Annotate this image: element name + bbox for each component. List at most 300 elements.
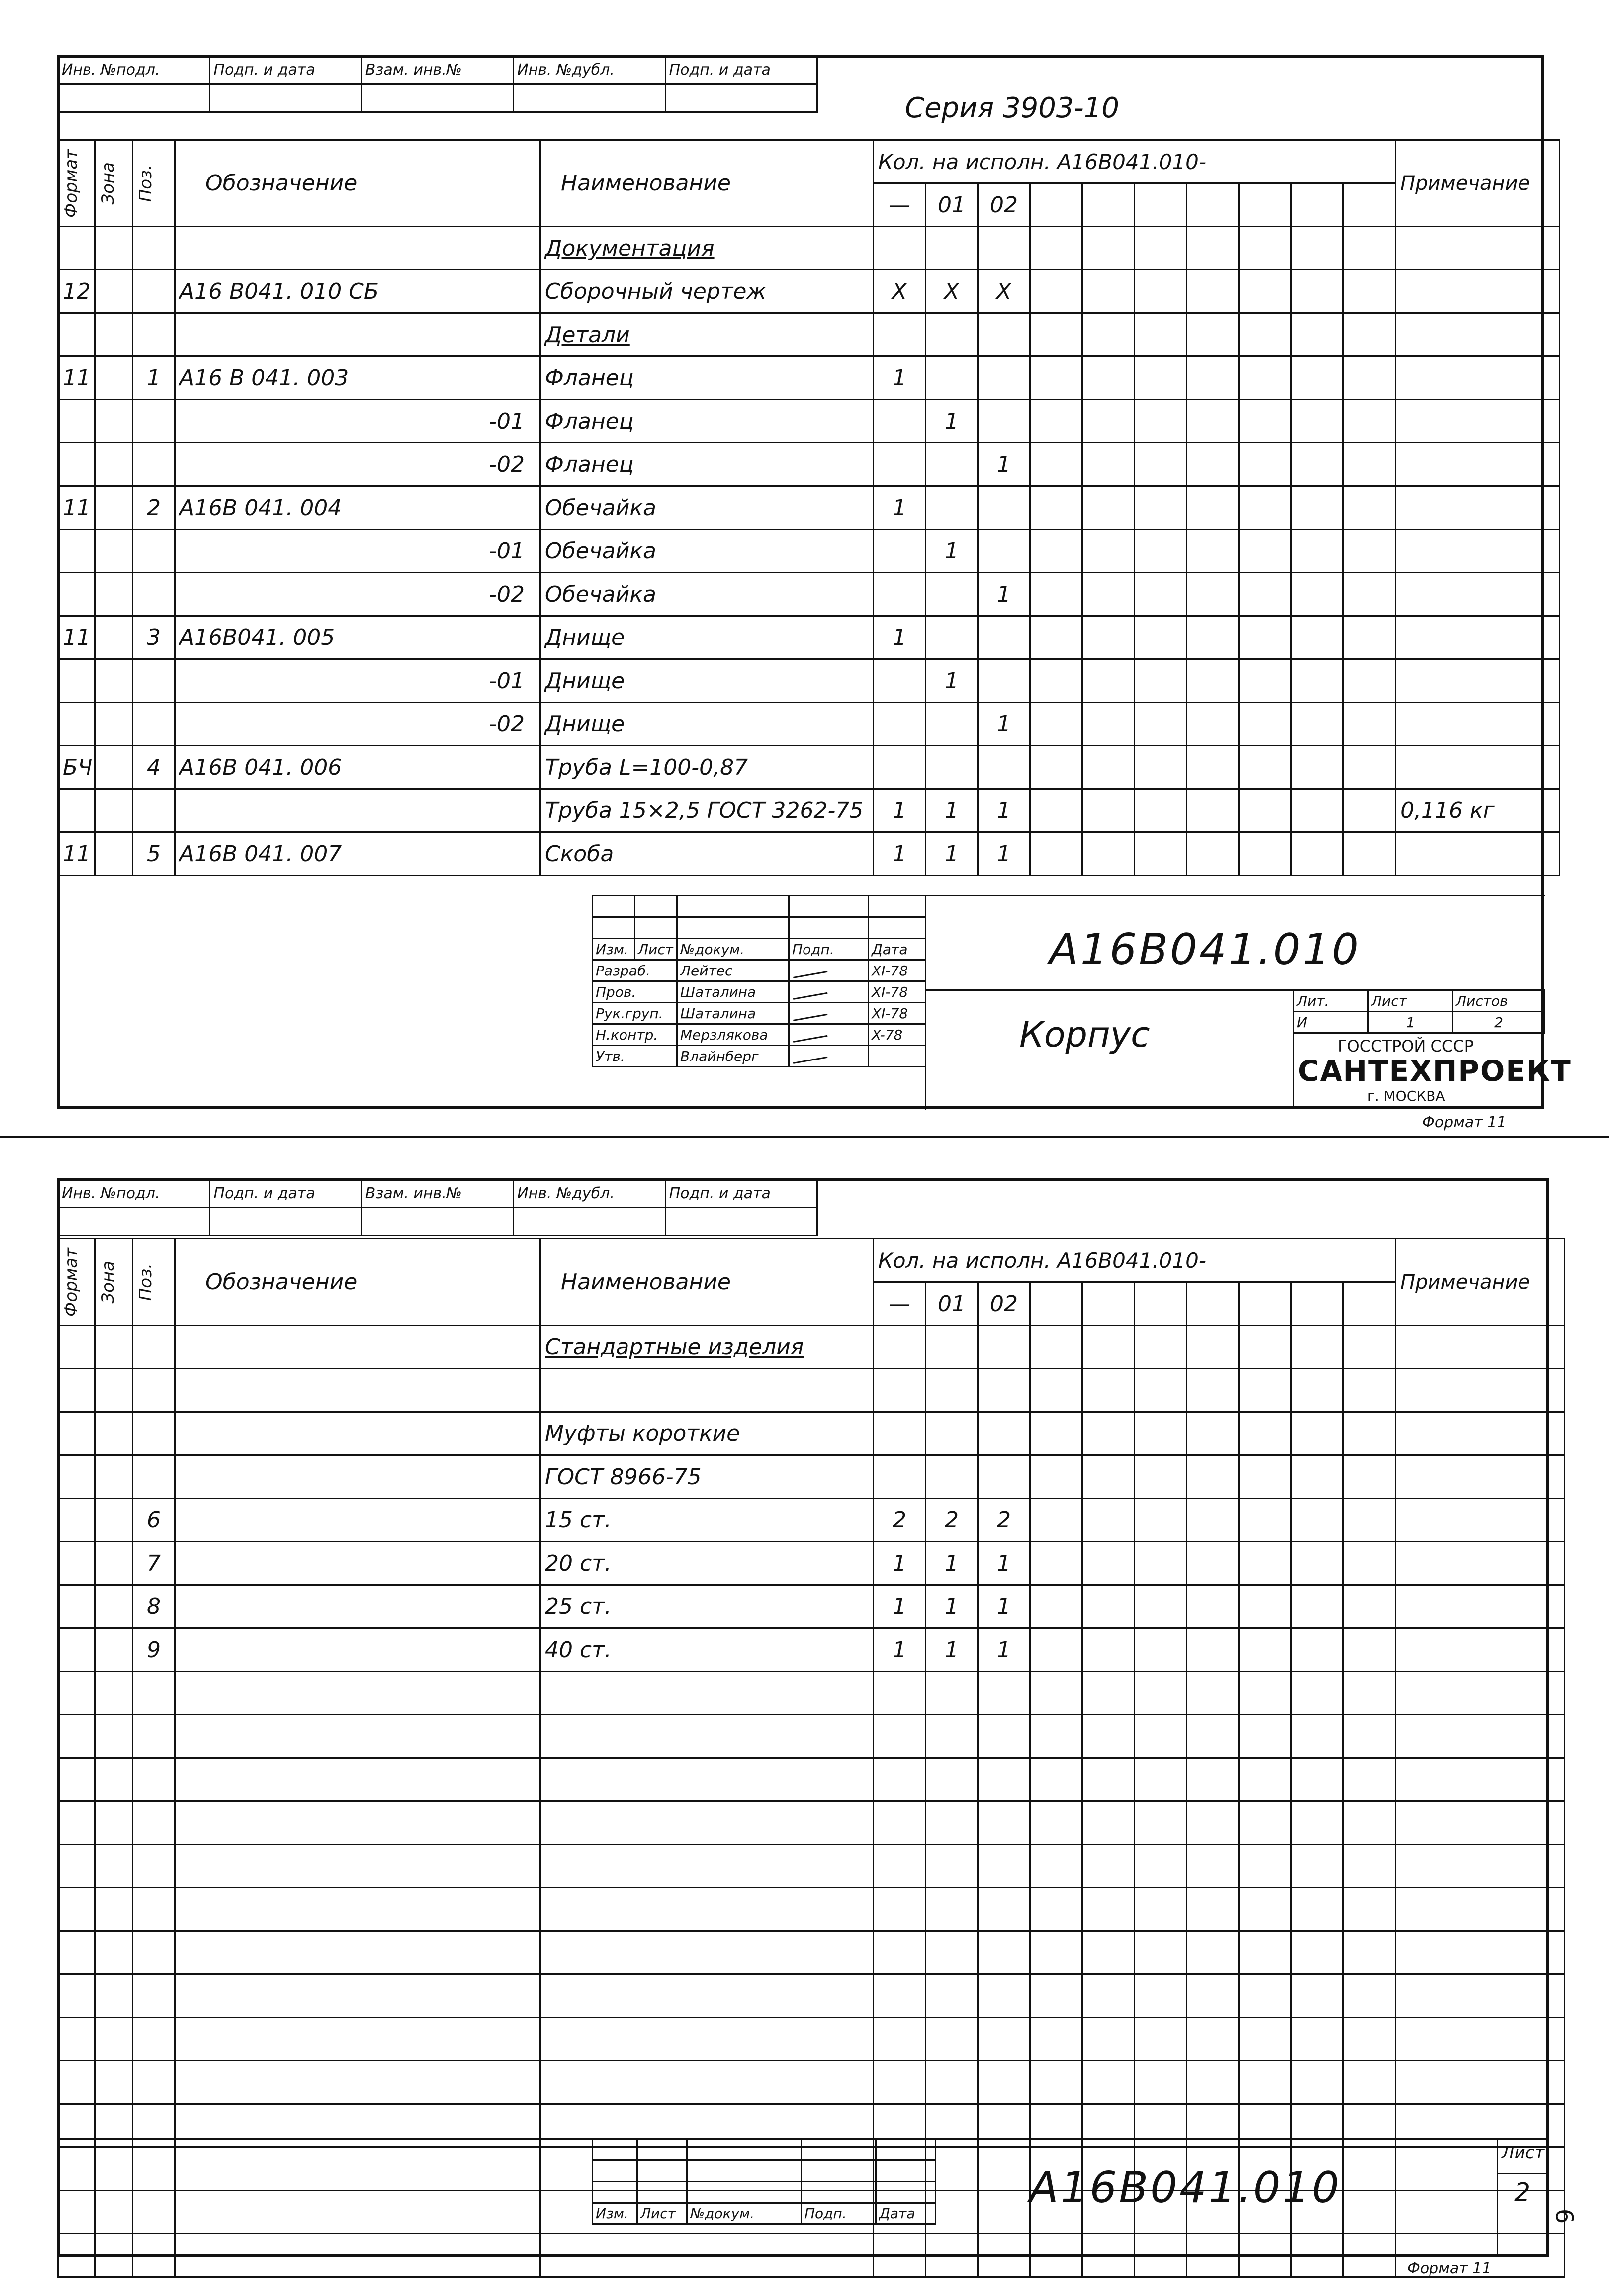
designation-cell (175, 1628, 540, 1672)
zone-cell (95, 573, 133, 616)
designation-cell (175, 1672, 540, 1715)
note-cell (1396, 659, 1560, 703)
sheet-2-top-strip (57, 1178, 818, 1236)
qty-cell-empty (1135, 1672, 1187, 1715)
pos-cell (133, 2061, 175, 2104)
qty-cell-empty (1030, 616, 1082, 659)
qty-cell: 1 (978, 703, 1030, 746)
qty-header: Кол. на исполн. А16В041.010- (874, 140, 1396, 183)
table-row (58, 270, 1560, 313)
qty-cell (978, 1801, 1030, 1845)
table-row (58, 313, 1560, 356)
note-cell (1396, 1499, 1565, 1542)
qty-cell-empty (1187, 789, 1239, 832)
pos-cell: 3 (133, 616, 175, 659)
designation-cell (175, 1974, 540, 2018)
zone-cell (95, 2234, 133, 2277)
qty-cell: 1 (874, 789, 926, 832)
qty-col-2: 02 (978, 1282, 1030, 1325)
qty-cell-empty (1135, 573, 1187, 616)
qty-cell-empty (1030, 1585, 1082, 1628)
qty-cell-empty (1239, 1715, 1291, 1758)
qty-cell: 1 (874, 356, 926, 400)
qty-cell-empty (1030, 356, 1082, 400)
pos-cell (133, 1369, 175, 1412)
pos-cell (133, 400, 175, 443)
qty-cell-empty (1082, 832, 1135, 876)
table-row (58, 356, 1560, 400)
zone-cell (95, 2018, 133, 2061)
qty-cell-empty (1343, 1672, 1396, 1715)
qty-cell (926, 1672, 978, 1715)
pos-cell (133, 313, 175, 356)
qty-cell-empty (1239, 270, 1291, 313)
sheet-value: 1 (1368, 1012, 1453, 1033)
zone-cell (95, 1974, 133, 2018)
qty-cell (978, 1758, 1030, 1801)
pos-cell (133, 659, 175, 703)
qty-cell-empty (1239, 1542, 1291, 1585)
qty-cell-empty (1082, 1325, 1135, 1369)
qty-cell-empty (1187, 270, 1239, 313)
stamp-head-cell: Подп. (802, 2203, 876, 2224)
designation-cell: А16В041. 005 (175, 616, 540, 659)
name-cell: Сборочный чертеж (540, 270, 874, 313)
qty-cell (874, 1455, 926, 1499)
designation-cell (175, 2147, 540, 2191)
qty-cell: 1 (978, 1542, 1030, 1585)
qty-cell-empty (1291, 356, 1343, 400)
pos-cell (133, 1974, 175, 2018)
zone-cell (95, 1455, 133, 1499)
table-row (58, 1499, 1565, 1542)
qty-cell-empty (1239, 486, 1291, 530)
qty-cell-empty (1291, 703, 1343, 746)
designation-cell: -02 (175, 703, 540, 746)
qty-cell-empty (1291, 659, 1343, 703)
qty-cell-empty (1239, 2104, 1291, 2147)
table-row (58, 1888, 1565, 1931)
sheet-2-spec-table (57, 1238, 1565, 2278)
zone-cell (95, 1801, 133, 1845)
qty-cell (874, 227, 926, 270)
qty-cell-empty (1030, 1845, 1082, 1888)
stamp-person-row (593, 1024, 926, 1046)
zone-cell (95, 530, 133, 573)
qty-cell-empty (1239, 1672, 1291, 1715)
name-cell (540, 2018, 874, 2061)
qty-cell-empty (1082, 1845, 1135, 1888)
qty-cell-empty (1343, 1585, 1396, 1628)
name-cell (540, 2234, 874, 2277)
qty-cell (874, 2234, 926, 2277)
qty-cell (874, 1715, 926, 1758)
qty-cell-empty (1187, 1801, 1239, 1845)
qty-cell: 1 (926, 1585, 978, 1628)
qty-cell (978, 1845, 1030, 1888)
note-cell (1396, 703, 1560, 746)
sheet-2-sheetbox-line (1497, 2173, 1549, 2174)
qty-cell-empty (1291, 2234, 1343, 2277)
strip-cell: Инв. №дубл. (514, 56, 665, 84)
qty-cell-empty (1135, 2234, 1187, 2277)
designation-cell: А16 В 041. 003 (175, 356, 540, 400)
strip-cell: Инв. №подл. (58, 56, 210, 84)
qty-cell (926, 486, 978, 530)
qty-header: Кол. на исполн. А16В041.010- (874, 1239, 1396, 1282)
qty-cell (874, 1758, 926, 1801)
table-row (58, 443, 1560, 486)
stamp-head-cell: Изм. (593, 2203, 637, 2224)
org-line-1: ГОССТРОЙ СССР (1338, 1037, 1474, 1056)
qty-cell-empty (1343, 789, 1396, 832)
qty-cell-empty (1343, 530, 1396, 573)
name-cell (540, 1931, 874, 1974)
table-row (58, 2018, 1565, 2061)
qty-cell-empty (1239, 1412, 1291, 1455)
qty-cell-empty (1291, 789, 1343, 832)
name-cell: 25 ст. (540, 1585, 874, 1628)
zone-cell (95, 1499, 133, 1542)
stamp-name: Влайнберг (677, 1046, 789, 1067)
pos-cell (133, 2018, 175, 2061)
qty-cell-empty (1082, 1369, 1135, 1412)
designation-cell (175, 1845, 540, 1888)
qty-cell (978, 616, 1030, 659)
qty-cell-empty (1030, 2234, 1082, 2277)
zone-cell (95, 1369, 133, 1412)
qty-cell-empty (1187, 1369, 1239, 1412)
name-cell: Документация (540, 227, 874, 270)
qty-cell-empty (1343, 270, 1396, 313)
qty-cell (874, 400, 926, 443)
name-cell: Днище (540, 703, 874, 746)
name-cell: Обечайка (540, 530, 874, 573)
format-cell (58, 2234, 95, 2277)
qty-cell-empty (1135, 1888, 1187, 1931)
pos-cell: 8 (133, 1585, 175, 1628)
qty-cell: 1 (874, 486, 926, 530)
stamp-title: Корпус (1019, 1014, 1150, 1055)
qty-cell-empty (1291, 2018, 1343, 2061)
zone-cell (95, 313, 133, 356)
table-row (58, 1412, 1565, 1455)
qty-cell-empty (1082, 443, 1135, 486)
note-cell (1396, 313, 1560, 356)
qty-cell-empty (1082, 789, 1135, 832)
qty-cell (978, 1888, 1030, 1931)
format-cell (58, 1369, 95, 1412)
qty-cell (978, 530, 1030, 573)
qty-cell: 1 (926, 530, 978, 573)
qty-cell-empty (1239, 1888, 1291, 1931)
table-row (58, 530, 1560, 573)
qty-cell (978, 313, 1030, 356)
qty-cell-empty (1082, 2061, 1135, 2104)
designation-cell: -02 (175, 443, 540, 486)
sheet-2-stamp-left (592, 2138, 936, 2225)
qty-cell-empty (1343, 2104, 1396, 2147)
qty-cell-empty (1239, 443, 1291, 486)
qty-cell: 1 (978, 443, 1030, 486)
qty-cell-empty (1030, 1542, 1082, 1585)
qty-cell-empty (1135, 1628, 1187, 1672)
qty-cell (874, 1672, 926, 1715)
designation-cell (175, 1585, 540, 1628)
qty-cell-empty (1082, 616, 1135, 659)
qty-cell-empty (1343, 313, 1396, 356)
qty-cell-empty (1343, 2061, 1396, 2104)
qty-cell-empty (1187, 746, 1239, 789)
designation-cell (175, 2234, 540, 2277)
pos-cell (133, 703, 175, 746)
qty-cell-empty (1135, 1758, 1187, 1801)
qty-cell (926, 1412, 978, 1455)
qty-cell-empty (1082, 1931, 1135, 1974)
zone-cell (95, 270, 133, 313)
zone-cell (95, 659, 133, 703)
pos-cell (133, 1845, 175, 1888)
qty-cell-empty (1239, 356, 1291, 400)
qty-cell-empty (1343, 1974, 1396, 2018)
qty-cell-empty (1343, 2234, 1396, 2277)
qty-cell-empty (1343, 2147, 1396, 2191)
note-cell (1396, 2061, 1565, 2104)
qty-cell-empty (1187, 1455, 1239, 1499)
note-cell (1396, 1455, 1565, 1499)
qty-cell (978, 2147, 1030, 2191)
format-cell (58, 313, 95, 356)
qty-cell-empty (1135, 1845, 1187, 1888)
qty-cell-empty (1187, 1542, 1239, 1585)
qty-cell-empty (1187, 1672, 1239, 1715)
table-row (58, 400, 1560, 443)
qty-cell-empty (1030, 1499, 1082, 1542)
table-row (58, 659, 1560, 703)
format-cell: 11 (58, 832, 95, 876)
note-cell (1396, 2018, 1565, 2061)
sheets-value: 2 (1453, 1012, 1545, 1033)
qty-cell (926, 616, 978, 659)
table-row (58, 1455, 1565, 1499)
qty-cell-empty (1343, 1369, 1396, 1412)
qty-cell-empty (1239, 1499, 1291, 1542)
zone-cell (95, 1412, 133, 1455)
qty-cell (978, 1931, 1030, 1974)
qty-cell (874, 1412, 926, 1455)
qty-cell-empty (1291, 2061, 1343, 2104)
signature-icon (789, 1024, 869, 1046)
qty-cell-empty (1135, 1455, 1187, 1499)
zone-cell (95, 2147, 133, 2191)
qty-cell-empty (1030, 659, 1082, 703)
qty-cell-empty (1239, 1931, 1291, 1974)
name-cell (540, 1758, 874, 1801)
pos-cell (133, 573, 175, 616)
qty-cell-empty (1291, 443, 1343, 486)
note-cell (1396, 486, 1560, 530)
qty-cell-empty (1187, 400, 1239, 443)
qty-cell (926, 2018, 978, 2061)
format-cell (58, 1931, 95, 1974)
qty-col-1: 01 (926, 1282, 978, 1325)
stamp-role: Пров. (593, 981, 677, 1003)
stamp-person-row (593, 1046, 926, 1067)
qty-cell (926, 1888, 978, 1931)
qty-col-0: — (874, 1282, 926, 1325)
signature-icon (792, 1004, 828, 1021)
qty-cell-empty (1343, 703, 1396, 746)
sheet-label-2: Лист (1502, 2143, 1545, 2163)
qty-cell-empty (1135, 703, 1187, 746)
qty-cell-empty (1082, 1888, 1135, 1931)
qty-cell (926, 1931, 978, 1974)
qty-cell-empty (1343, 1628, 1396, 1672)
qty-cell (874, 2061, 926, 2104)
name-cell (540, 1845, 874, 1888)
qty-cell: 2 (874, 1499, 926, 1542)
qty-cell: 1 (926, 1628, 978, 1672)
qty-cell-empty (1187, 2234, 1239, 2277)
qty-cell (978, 2104, 1030, 2147)
format-cell: 11 (58, 486, 95, 530)
designation-cell (175, 1325, 540, 1369)
qty-cell-empty (1135, 530, 1187, 573)
qty-cell-empty (1239, 2061, 1291, 2104)
qty-cell-empty (1135, 1542, 1187, 1585)
qty-cell-empty (1291, 1585, 1343, 1628)
qty-cell-empty (1291, 1542, 1343, 1585)
qty-cell-empty (1239, 703, 1291, 746)
qty-cell-empty (1239, 530, 1291, 573)
qty-cell-empty (1343, 1542, 1396, 1585)
qty-cell-empty (1135, 400, 1187, 443)
qty-cell-empty (1135, 486, 1187, 530)
qty-cell-empty (1343, 1845, 1396, 1888)
qty-cell-empty (1291, 530, 1343, 573)
stamp-date: X-78 (869, 1024, 926, 1046)
format-header: Формат (61, 149, 81, 218)
zone-cell (95, 1931, 133, 1974)
note-cell (1396, 1888, 1565, 1931)
format-cell (58, 1325, 95, 1369)
qty-cell-empty (1030, 2018, 1082, 2061)
qty-cell-empty (1082, 1801, 1135, 1845)
qty-cell-empty (1082, 313, 1135, 356)
qty-cell-empty (1135, 2061, 1187, 2104)
qty-cell (926, 443, 978, 486)
qty-cell-empty (1082, 746, 1135, 789)
name-cell: 20 ст. (540, 1542, 874, 1585)
note-cell (1396, 1672, 1565, 1715)
name-cell: Фланец (540, 400, 874, 443)
qty-cell (874, 1369, 926, 1412)
format-cell: 11 (58, 616, 95, 659)
zone-cell (95, 746, 133, 789)
pos-cell: 4 (133, 746, 175, 789)
qty-cell (926, 1974, 978, 2018)
format-label-1: Формат 11 (1422, 1114, 1507, 1131)
signature-icon (789, 1046, 869, 1067)
qty-cell-empty (1082, 659, 1135, 703)
designation-cell: -02 (175, 573, 540, 616)
pos-cell (133, 1888, 175, 1931)
qty-cell (926, 313, 978, 356)
stamp-head-cell: Дата (876, 2203, 936, 2224)
format-cell (58, 400, 95, 443)
qty-cell-empty (1187, 1325, 1239, 1369)
zone-cell (95, 1628, 133, 1672)
qty-cell (978, 1325, 1030, 1369)
qty-cell-empty (1187, 486, 1239, 530)
qty-cell-empty (1030, 1888, 1082, 1931)
stamp-person-row (593, 1003, 926, 1024)
format-cell (58, 659, 95, 703)
stamp-head-cell: Подп. (789, 939, 869, 960)
qty-cell-empty (1030, 2061, 1082, 2104)
qty-cell-empty (1343, 1412, 1396, 1455)
designation-cell (175, 1888, 540, 1931)
qty-cell-empty (1239, 832, 1291, 876)
strip-cell: Инв. №дубл. (514, 1179, 665, 1208)
qty-cell (978, 659, 1030, 703)
note-cell (1396, 1325, 1565, 1369)
org-line-2: САНТЕХПРОЕКТ (1298, 1054, 1572, 1088)
qty-cell-empty (1187, 1974, 1239, 2018)
qty-cell-empty (1082, 2018, 1135, 2061)
note-cell (1396, 1758, 1565, 1801)
qty-cell-empty (1343, 616, 1396, 659)
qty-cell-empty (1187, 1931, 1239, 1974)
qty-cell-empty (1291, 573, 1343, 616)
pos-cell (133, 1801, 175, 1845)
qty-cell-empty (1135, 1931, 1187, 1974)
designation-header: Обозначение (175, 1239, 540, 1325)
zone-cell (95, 789, 133, 832)
qty-cell-empty (1082, 1542, 1135, 1585)
table-row (58, 1845, 1565, 1888)
qty-cell-empty (1030, 1672, 1082, 1715)
qty-cell-empty (1239, 1325, 1291, 1369)
strip-cell: Подп. и дата (665, 56, 817, 84)
qty-cell (978, 1672, 1030, 1715)
pos-cell: 2 (133, 486, 175, 530)
strip-cell: Подп. и дата (210, 56, 361, 84)
name-cell (540, 2061, 874, 2104)
qty-cell: 1 (978, 573, 1030, 616)
strip-cell: Подп. и дата (665, 1179, 817, 1208)
lit-value: И (1294, 1012, 1368, 1033)
qty-cell (978, 2234, 1030, 2277)
qty-cell (874, 1888, 926, 1931)
qty-cell-empty (1030, 313, 1082, 356)
qty-cell (978, 1369, 1030, 1412)
qty-cell (926, 1369, 978, 1412)
zone-cell (95, 1758, 133, 1801)
qty-cell (926, 2234, 978, 2277)
qty-cell-empty (1291, 400, 1343, 443)
qty-cell: 1 (874, 1585, 926, 1628)
qty-cell-empty (1187, 227, 1239, 270)
qty-cell-empty (1187, 2018, 1239, 2061)
qty-cell-empty (1135, 1974, 1187, 2018)
qty-cell-empty (1187, 1715, 1239, 1758)
note-cell (1396, 746, 1560, 789)
qty-cell-empty (1343, 1715, 1396, 1758)
qty-cell-empty (1082, 703, 1135, 746)
qty-cell (874, 659, 926, 703)
qty-cell-empty (1291, 1845, 1343, 1888)
